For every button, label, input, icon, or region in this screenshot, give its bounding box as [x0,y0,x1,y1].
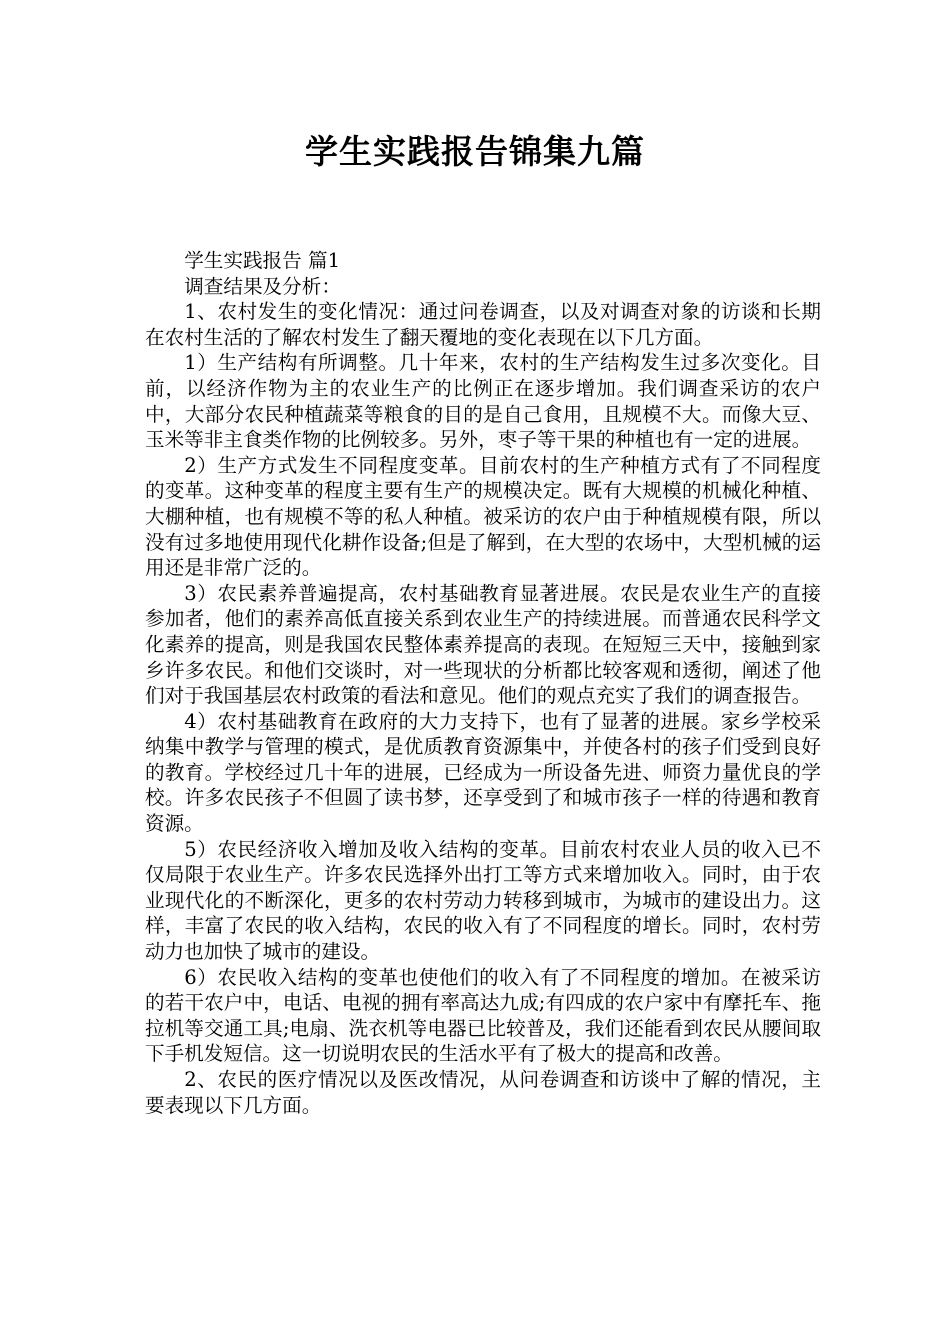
body-paragraph: 6）农民收入结构的变革也使他们的收入有了不同程度的增加。在被采访的若干农户中，电话、电视的拥有率高达九成;有四成的农户家中有摩托车、拖拉机等交通工具;电扇、洗衣机等电器已比较普及，我们还能看到农民从腰间取下手机发短信。这一切说明农民的生活水平有了极大的提高和改善。 [145,965,821,1066]
document-title: 学生实践报告锦集九篇 [305,132,645,171]
body-paragraph: 5）农民经济收入增加及收入结构的变革。目前农村农业人员的收入已不仅局限于农业生产。许多农民选择外出打工等方式来增加收入。同时，由于农业现代化的不断深化，更多的农村劳动力转移到城市，为城市的建设出力。这样，丰富了农民的收入结构，农民的收入有了不同程度的增长。同时，农村劳动力也加快了城市的建设。 [145,837,821,964]
body-paragraph: 1）生产结构有所调整。几十年来，农村的生产结构发生过多次变化。目前，以经济作物为主的农业生产的比例正在逐步增加。我们调查采访的农户中，大部分农民种植蔬菜等粮食的目的是自己食用，且规模不大。而像大豆、玉米等非主食类作物的比例较多。另外，枣子等干果的种植也有一定的进展。 [145,351,821,452]
body-paragraph: 2、农民的医疗情况以及医改情况，从问卷调查和访谈中了解的情况，主要表现以下几方面。 [145,1068,821,1117]
subsection-heading: 调查结果及分析： [184,274,341,298]
section-heading: 学生实践报告 篇1 [184,249,341,272]
body-paragraph: 4）农村基础教育在政府的大力支持下，也有了显著的进展。家乡学校采纳集中教学与管理的模式，是优质教育资源集中，并使各村的孩子们受到良好的教育。学校经过几十年的进展，已经成为一所设备先进、师资力量优良的学校。许多农民孩子不但圆了读书梦，还享受到了和城市孩子一样的待遇和教育资源。 [145,709,821,836]
document-body [145,248,821,1118]
body-paragraph: 3）农民素养普遍提高，农村基础教育显著进展。农民是农业生产的直接参加者，他们的素养高低直接关系到农业生产的持续进展。而普通农民科学文化素养的提高，则是我国农民整体素养提高的表现。在短短三天中，接触到家乡许多农民。和他们交谈时，对一些现状的分析都比较客观和透彻，阐述了他们对于我国基层农村政策的看法和意见。他们的观点充实了我们的调查报告。 [145,581,821,708]
body-paragraph: 1、农村发生的变化情况：通过问卷调查，以及对调查对象的访谈和长期在农村生活的了解农村发生了翻天覆地的变化表现在以下几方面。 [145,300,821,349]
body-paragraph: 2）生产方式发生不同程度变革。目前农村的生产种植方式有了不同程度的变革。这种变革的程度主要有生产的规模决定。既有大规模的机械化种植、大棚种植，也有规模不等的私人种植。被采访的农户由于种植规模有限，所以没有过多地使用现代化耕作设备;但是了解到，在大型的农场中，大型机械的运用还是非常广泛的。 [145,453,821,580]
